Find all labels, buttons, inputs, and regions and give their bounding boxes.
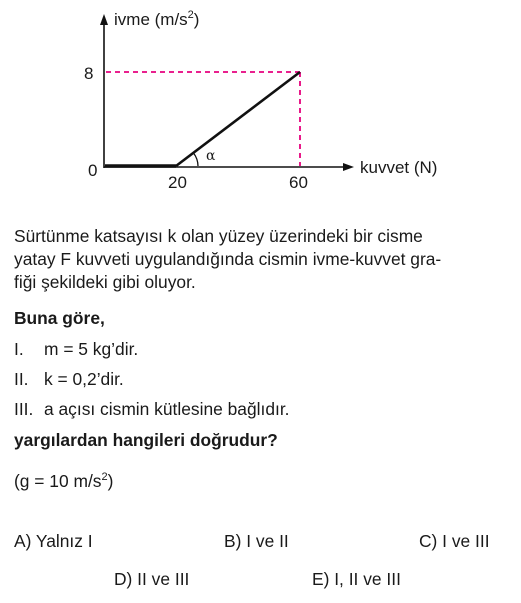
x-axis-label: kuvvet (N) — [360, 158, 438, 177]
statement-3 — [14, 399, 290, 420]
acceleration-force-graph — [0, 0, 521, 200]
choice-c[interactable]: C) I ve III — [419, 531, 490, 551]
question-ask: yargılardan hangileri doğrudur? — [14, 430, 278, 450]
y-axis-label: ivme $(m/s^2)$ — [114, 9, 200, 29]
statement-1 — [14, 339, 138, 360]
y-tick-8: 8 — [84, 64, 94, 83]
statement-text: m = 5 kg’dir. — [44, 339, 139, 359]
statement-number: II. — [14, 369, 29, 389]
y-axis-arrow — [100, 14, 108, 25]
choice-e[interactable]: E) I, II ve III — [312, 569, 401, 589]
statement-text: a açısı cismin kütlesine bağlıdır. — [44, 399, 290, 419]
y-tick-0: 0 — [88, 161, 98, 180]
statement-2 — [14, 369, 124, 390]
choice-a[interactable]: A) Yalnız I — [14, 531, 93, 551]
question-line-1: Sürtünme katsayısı k olan yüzey üzerindeki bir cisme — [14, 226, 423, 246]
x-axis-arrow — [343, 163, 354, 171]
statement-number: I. — [14, 339, 24, 359]
data-segment-slope — [176, 72, 300, 166]
choice-b[interactable]: B) I ve II — [224, 531, 289, 551]
question-line-2: yatay F kuvveti uygulandığında cismin ivme-kuvvet gra- — [14, 249, 442, 269]
given-gravity: (g = 10 $m/s^2$) — [14, 470, 114, 491]
x-tick-20: 20 — [168, 173, 187, 192]
choice-d[interactable]: D) II ve III — [114, 569, 190, 589]
statement-text: k = 0,2’dir. — [44, 369, 124, 389]
angle-label: α — [206, 148, 216, 164]
angle-arc — [194, 153, 199, 166]
question-prompt: Buna göre, — [14, 308, 105, 328]
question-line-3: fiği şekildeki gibi oluyor. — [14, 272, 196, 292]
x-tick-60: 60 — [289, 173, 308, 192]
statement-number: III. — [14, 399, 34, 419]
